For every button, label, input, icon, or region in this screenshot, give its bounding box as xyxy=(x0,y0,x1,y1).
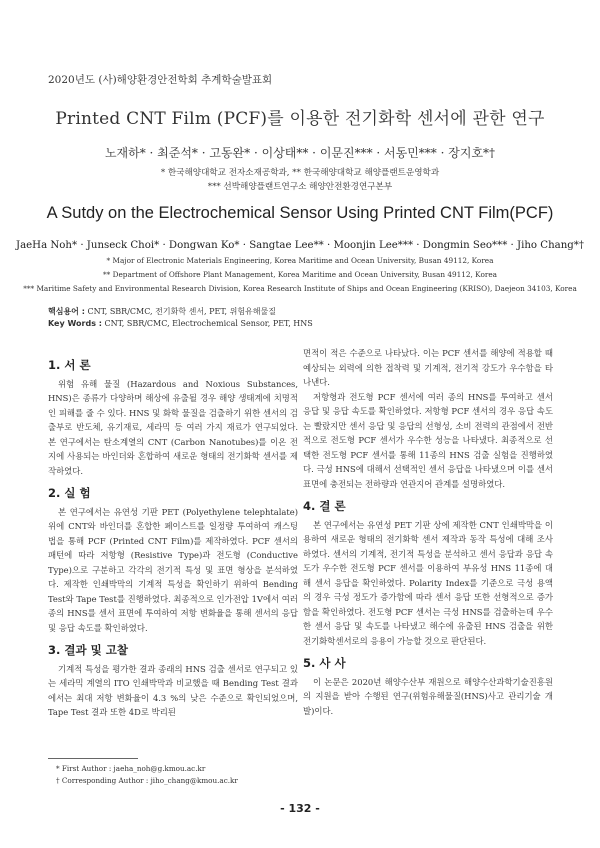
conference-header: 2020년도 (사)해양환경안전학회 추계학술발표회 xyxy=(48,74,273,86)
right-column xyxy=(303,346,553,718)
section-heading-experiment: 2. 실 험 xyxy=(48,486,91,500)
results-paragraph: 기계적 특성을 평가한 결과 종래의 HNS 검출 센서로 연구되고 있는 세라믹 계열의 ITO 인쇄박막과 비교했을 때 Bending Test 결과에서는 최대 저항 변화율이 4.3 %의 낮은 수준으로 확인되었으며, Tape Test 결과 또한 4D로 박리된 xyxy=(48,663,298,717)
results-continued-paragraph: 면적이 적은 수준으로 나타났다. 이는 PCF 센서를 해양에 적용할 때 예상되는 외력에 의한 접착력 및 기계적, 전기적 강도가 우수함을 타나낸다. xyxy=(303,348,553,387)
section-heading-intro: 1. 서 론 xyxy=(48,358,91,372)
affiliation-en-3: *** Maritime Safety and Environmental Research Division, Korea Research Institute of Ships and Ocean Engineering (KRISO), Daejeon 34103, Korea xyxy=(23,284,577,293)
page-number: - 132 - xyxy=(280,802,320,815)
left-column xyxy=(48,350,298,720)
title-english: A Sutdy on the Electrochemical Sensor Using Printed CNT Film(PCF) xyxy=(46,204,554,222)
affiliation-ko-2: *** 선박해양플랜트연구소 해양안전환경연구본부 xyxy=(207,182,393,192)
experiment-paragraph: 본 연구에서는 유연성 기판 PET (Polyethylene telephtalate) 위에 CNT와 바인더를 혼합한 페이스트를 일정량 투여하여 캐스팅 법을 통해 PCF (Printed CNT Film)를 제작하였다. PCF 센서의 패턴에 따라 저항형 (Resistive Type)과 전도형 (Conductive Type)으로 구분하고 각각의 전기적 특성 및 표면 형상을 분석하였다. 제작한 인쇄박막의 기계적 특성을 확인하기 위하여 Bending Test와 Tape Test를 진행하였다. 최종적으로 인가전압 1V에서 여러 종의 HNS를 센서 표면에 투여하여 저항 변화율을 통해 센서의 응답 및 응답 속도를 확인하였다. xyxy=(48,506,298,633)
conclusion-paragraph: 본 연구에서는 유연성 PET 기판 상에 제작한 CNT 인쇄박막을 이용하여 새로운 형태의 전기화학 센서 제작과 동작 특성에 대해 조사하였다. 센서의 기계적, 전기적 특성을 분석하고 센서 응답과 응답 속도가 우수한 전도형 PCF 센서를 이용하여 부유성 HNS 11종에 대해 센서 응답을 확인하였다. Polarity Index를 기준으로 극성 용액의 경우 극성 정도가 증가함에 따라 센서 응답 또한 선형적으로 증가함을 확인하였다. 전도형 PCF 센서는 극성 HNS를 검출하는데 우수한 센서 응답 및 속도를 나타냈고 해수에 유출된 HNS 검출을 위한 전기화학센서로의 응용이 가능할 것으로 판단된다. xyxy=(303,519,553,646)
section-heading-results: 3. 결과 및 고찰 xyxy=(48,643,128,657)
section-heading-conclusion: 4. 결 론 xyxy=(303,499,346,513)
affiliation-en-2: ** Department of Offshore Plant Management, Korea Maritime and Ocean University, Busan 49112, Korea xyxy=(102,270,497,279)
section-heading-acknowledgement: 5. 사 사 xyxy=(303,656,346,670)
keywords-en-text: CNT, SBR/CMC, Electrochemical Sensor, PET, HNS xyxy=(104,319,313,328)
keywords-ko-label: 핵심용어 : xyxy=(48,307,85,316)
acknowledgement-paragraph: 이 논문은 2020년 해양수산부 재원으로 해양수산과학기술진흥원의 지원을 받아 수행된 연구(위험유해물질(HNS)사고 관리기술 개발)이다. xyxy=(303,676,553,716)
results-paragraph-2: 저항형과 전도형 PCF 센서에 여러 종의 HNS를 투여하고 센서 응답 및 응답 속도를 확인하였다. 저항형 PCF 센서의 경우 응답 속도는 빨랐지만 센서 응답 및 응답의 선형성, 소비 전력의 관점에서 전반적으로 전도형 PCF 센서가 우수한 성능을 나타냈다. 최종적으로 선택한 전도형 PCF 센서를 통해 11종의 HNS 검출 실험을 진행하였다. 극성 HNS에 대해서 선택적인 센서 응답을 나타냈으며 이를 센서 표면에 충전되는 전하량과 연관지어 관계를 설명하였다. xyxy=(303,391,553,489)
intro-paragraph: 위험 유해 물질 (Hazardous and Noxious Substances, HNS)은 종류가 다양하며 해상에 유출될 경우 해양 생태계에 치명적인 피해를 줄 수 있다. HNS 및 화학 물질을 검출하기 위한 센서의 검출부로 반도체, 유기재료, 세라믹 등 여러 가지 재료가 연구되었다. 본 연구에서는 탄소계열의 CNT (Carbon Nanotubes)를 이온 전지에 사용되는 바인더와 혼합하여 새로운 형태의 전기화학 센서를 제작하였다. xyxy=(48,378,298,476)
affiliation-en-1: * Major of Electronic Materials Engineering, Korea Maritime and Ocean University, Busan 49112, Korea xyxy=(106,256,494,265)
footnote-corresponding-author: † Corresponding Author : jiho_chang@kmou.ac.kr xyxy=(56,776,238,785)
authors-english: JaeHa Noh* · Junseck Choi* · Dongwan Ko* · Sangtae Lee** · Moonjin Lee*** · Dongmin Seo*** · Jiho Chang*† xyxy=(16,240,584,251)
keywords-korean xyxy=(48,306,276,317)
footnote-divider xyxy=(48,758,138,759)
keywords-en-label: Key Words : xyxy=(48,319,102,328)
footnote-first-author: * First Author : jaeha_noh@g.kmou.ac.kr xyxy=(56,764,206,773)
title-korean: Printed CNT Film (PCF)를 이용한 전기화학 센서에 관한 연구 xyxy=(55,109,545,129)
authors-korean: 노재하* · 최준석* · 고동완* · 이상태** · 이문진*** · 서동민*** · 장지호*† xyxy=(104,146,496,160)
affiliation-ko-1: * 한국해양대학교 전자소재공학과, ** 한국해양대학교 해양플랜트운영학과 xyxy=(160,168,440,178)
keywords-ko-text: CNT, SBR/CMC, 전기화학 센서, PET, 위험유해물질 xyxy=(87,307,276,316)
keywords-english xyxy=(48,319,313,328)
